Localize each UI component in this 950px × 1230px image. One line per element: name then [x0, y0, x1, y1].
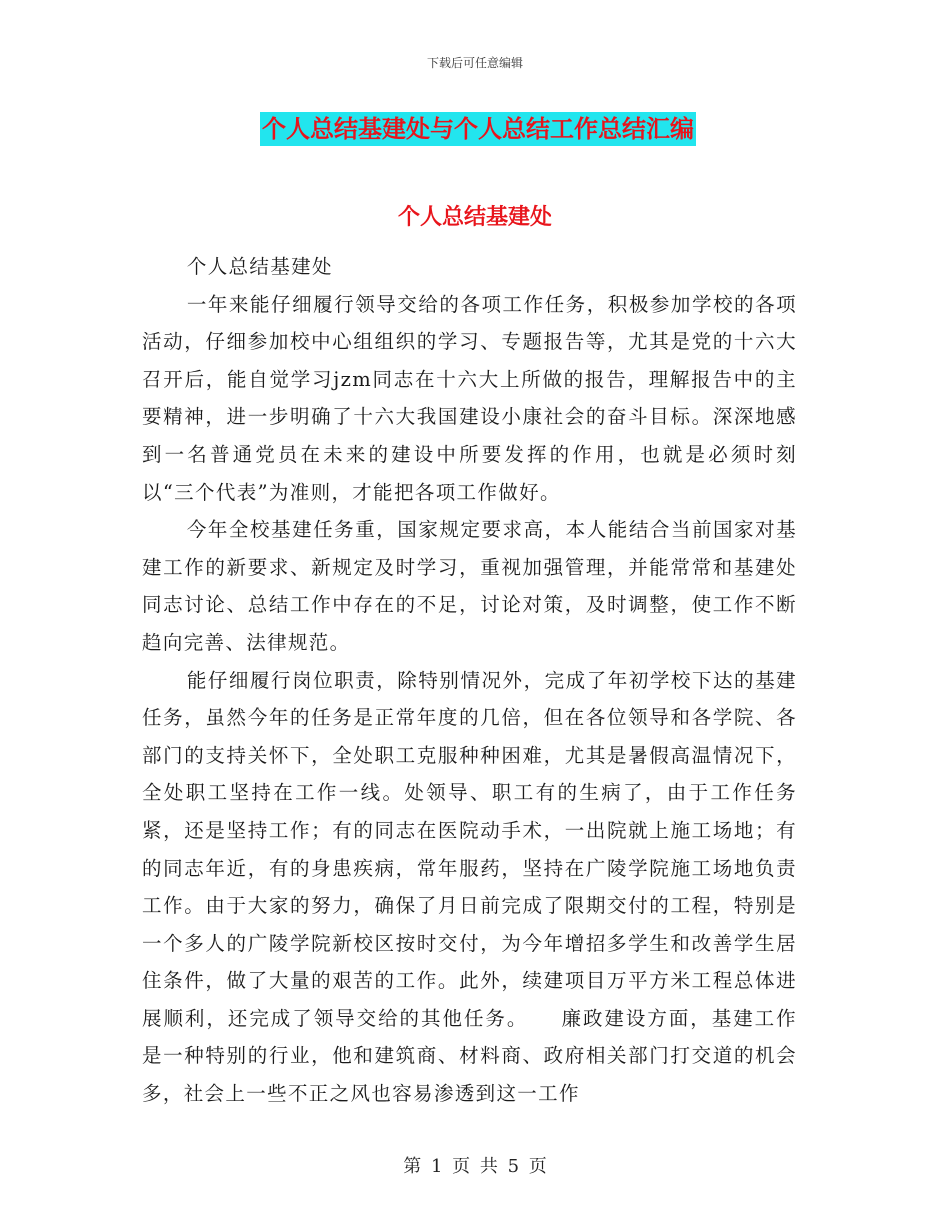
document-body — [142, 248, 797, 1113]
body-paragraph: 能仔细履行岗位职责，除特别情况外，完成了年初学校下达的基建任务，虽然今年的任务是正常年度的几倍，但在各位领导和各学院、各部门的支持关怀下，全处职工克服种种困难，尤其是暑假高温情况下，全处职工坚持在工作一线。处领导、职工有的生病了，由于工作任务紧，还是坚持工作；有的同志在医院动手术，一出院就上施工场地；有的同志年近，有的身患疾病，常年服药，坚持在广陵学院施工场地负责工作。由于大家的努力，确保了月日前完成了限期交付的工程，特别是一个多人的广陵学院新校区按时交付，为今年增招多学生和改善学生居住条件，做了大量的艰苦的工作。此外，续建项目万平方米工程总体进展顺利，还完成了领导交给的其他任务。 廉政建设方面，基建工作是一种特别的行业，他和建筑商、材料商、政府相关部门打交道的机会多，社会上一些不正之风也容易渗透到这一工作 — [142, 668, 797, 1106]
page-footer-page-number: 第 1 页 共 5 页 — [403, 1156, 547, 1177]
page-header-note: 下载后可任意编辑 — [426, 56, 523, 70]
section-title: 个人总结基建处 — [397, 205, 552, 230]
body-paragraph: 一年来能仔细履行领导交给的各项工作任务，积极参加学校的各项活动，仔细参加校中心组组织的学习、专题报告等，尤其是党的十六大召开后，能自觉学习jzm同志在十六大上所做的报告，理解报告中的主要精神，进一步明确了十六大我国建设小康社会的奋斗目标。深深地感到一名普通党员在未来的建设中所要发挥的作用，也就是必须时刻以“三个代表”为准则，才能把各项工作做好。 — [142, 292, 797, 504]
body-paragraph: 今年全校基建任务重，国家规定要求高，本人能结合当前国家对基建工作的新要求、新规定及时学习，重视加强管理，并能常常和基建处同志讨论、总结工作中存在的不足，讨论对策，及时调整，使工作不断趋向完善、法律规范。 — [142, 518, 797, 654]
body-paragraph-subtitle: 个人总结基建处 — [186, 255, 333, 278]
document-main-title: 个人总结基建处与个人总结工作总结汇编 — [260, 112, 696, 146]
